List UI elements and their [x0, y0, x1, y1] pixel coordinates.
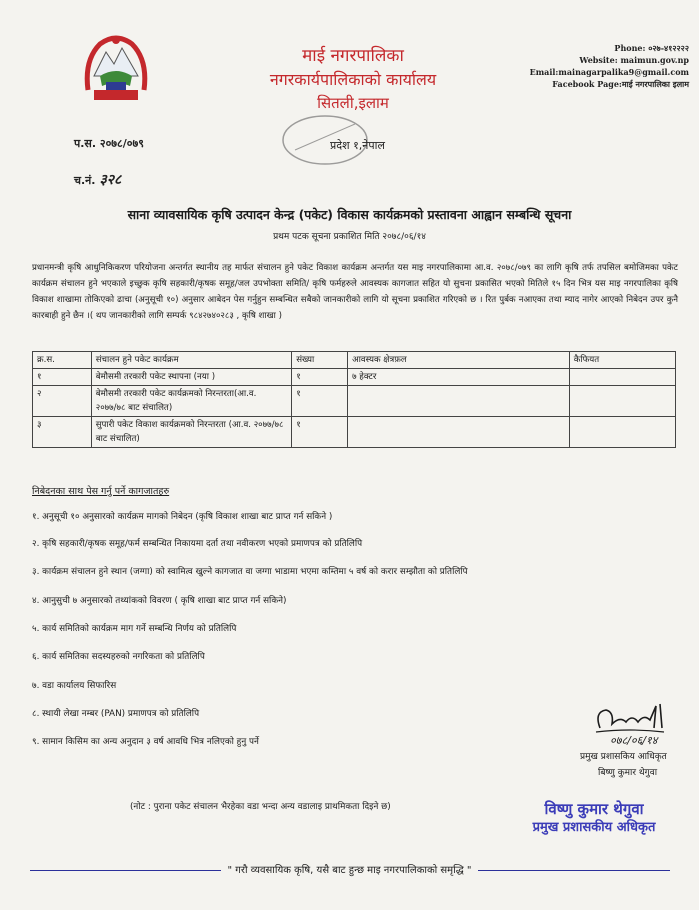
cell-count: १: [292, 386, 348, 417]
province-address: प्रदेश १,नेपाल: [330, 139, 385, 152]
document-item: ६. कार्य समितिका सदस्यहरुको नगरिकता को प्रतिलिपि: [32, 652, 205, 662]
cell-remarks: [569, 417, 675, 448]
program-table: [32, 351, 676, 448]
cell-sn: ३: [33, 417, 92, 448]
seal-post: प्रमुख प्रशासकीय अधिकृत: [532, 820, 656, 835]
cell-count: १: [292, 369, 348, 386]
cell-sn: २: [33, 386, 92, 417]
col-remarks: कैफियत: [569, 352, 675, 369]
table-header-row: [33, 352, 676, 369]
contact-block: [530, 42, 689, 90]
col-program: संचालन हुने पकेट कार्यक्रम: [91, 352, 291, 369]
office-location: सितली,इलाम: [317, 94, 389, 112]
footer-slogan: [0, 862, 699, 876]
notice-subtitle: प्रथम पटक सूचना प्रकाशित मिति २०७८/०६/१४: [273, 232, 426, 242]
table-row: [33, 417, 676, 448]
col-area: आवस्यक क्षेत्रफ़ल: [348, 352, 570, 369]
table-row: [33, 386, 676, 417]
document-item: १. अनुसूची १० अनुसारको कार्यक्रम मागको निबेदन (कृषि विकाश शाखा बाट प्राप्त गर्न सकिने ): [32, 512, 333, 522]
office-name: नगरकार्यपालिकाको कार्यालय: [269, 70, 437, 89]
org-name: माई नगरपालिका: [302, 46, 404, 66]
cell-remarks: [569, 369, 675, 386]
ref-cn-value: ३२८: [99, 172, 122, 188]
document-item: २. कृषि सहकारी/कृषक समूह/फर्म सम्बन्धित निकायमा दर्ता तथा नवीकरण भएको प्रमाणपत्र को प्रतिलिपि: [32, 539, 363, 549]
cell-area: [348, 386, 570, 417]
cell-program: सुपारी पकेट विकाश कार्यक्रमको निरन्तरता (आ.व. २०७७/७८ बाट संचालित): [91, 417, 291, 448]
notice-title: साना व्यावसायिक कृषि उत्पादन केन्द्र (पकेट) विकास कार्यक्रमको प्रस्तावना आह्वान सम्बन्धि सूचना: [127, 207, 572, 222]
officer-seal: [504, 799, 684, 837]
seal-name: विष्णु कुमार थेगुवा: [544, 800, 644, 818]
document-item: ५. कार्य समितिको कार्यक्रम माग गर्ने सम्बन्धि निर्णय को प्रतिलिपि: [32, 624, 237, 634]
col-sn: क्र.स.: [33, 352, 92, 369]
phone-text: Phone: ०२७-४१२२२२: [614, 43, 689, 53]
documents-title: निबेदनका साथ पेस गर्नु पर्ने कागजातहरु: [32, 486, 170, 497]
table-row: [33, 369, 676, 386]
cell-sn: १: [33, 369, 92, 386]
document-item: ८. स्थायी लेखा नम्बर (PAN) प्रमाणपत्र को प्रतिलिपि: [32, 709, 200, 719]
document-item: ७. वडा कार्यालय सिफारिस: [32, 681, 117, 691]
organisation-block: [248, 44, 458, 114]
ref-cn-label: च.नं.: [74, 174, 96, 187]
document-item: ४. आनुसुची ७ अनुसारको तथ्यांकको विवरण ( कृषि शाखा बाट प्राप्त गर्न सकिने): [32, 596, 287, 606]
ref-cn-number: [74, 170, 121, 189]
nepal-emblem-icon: [80, 30, 152, 108]
cell-remarks: [569, 386, 675, 417]
footer-slogan-text: " गरौ व्यवसायिक कृषि, यसै बाट हुन्छ माइ नगरपालिकाको समृद्धि ": [221, 865, 477, 876]
cell-area: ७ हेक्टर: [348, 369, 570, 386]
notice-body: प्रधानमन्त्री कृषि आधुनिकिकरण परियोजना अन्तर्गत स्थानीय तह मार्फत संचालन हुने पकेट विकाश कार्यक्रम अन्तर्गत यस माइ नगरपालिकामा आ.व. २०७८/०७९ का लागि कृषि तर्फ तपसिल बमोजिमका पकेट कार्यक्रम संचालन हुने भएकाले इच्छुक कृषि सहकारी/कृषक समूह/जल उपभोक्ता समिति/ कृषि फर्महरुले आवस्यक कागजात सहित यो सुचना प्रकासित भएको मितिले १५ दिन भित्र यस माइ नगरपालिका कृषि विकाश शाखामा तोकिएको ढाचा (अनुसूची १०) अनुसार आबेदन पेस गर्नुहुन सम्बन्धित सबैको जानकारीको लागि यो सूचना प्रकाशित गरिएको छ । रित पुर्बक नआएका तथा म्याद नागेर आएको निबेदन उपर कुनै कारबाही हुने छैन ।( थप जानकारीको लागि सम्पर्क ९८४२७४०२८३ , कृषि शाखा ): [32, 263, 678, 321]
cell-area: [348, 417, 570, 448]
document-item: ९. सामान किसिम का अन्य अनुदान ३ वर्ष आवधि भित्र नलिएको हुनु पर्ने: [32, 737, 259, 747]
facebook-link[interactable]: Facebook Page:माई नगरपालिका इलाम: [552, 79, 689, 89]
email-link[interactable]: Email:mainagarpalika9@gmail.com: [529, 67, 689, 77]
document-item: ३. कार्यक्रम संचालन हुने स्थान (जग्गा) को स्वामित्व खुल्ने कागजात वा जग्गा भाडामा भएमा कम्तिमा ५ वर्ष को करार सम्झौता को प्रतिलिपि: [32, 567, 468, 577]
priority-note: (नोट : पुराना पकेट संचालन भैरहेका वडा भन्दा अन्य वडालाइ प्राथमिकता दिइने छ): [130, 802, 391, 812]
cell-program: बेमौसमी तरकारी पकेट स्थापना (नया ): [91, 369, 291, 386]
cell-count: १: [292, 417, 348, 448]
signature-date: ०७८/०६/१४: [610, 734, 658, 747]
cell-program: बेमौसमी तरकारी पकेट कार्यक्रमको निरन्तरता(आ.व. २०७७/७८ बाट संचालित): [91, 386, 291, 417]
officer-post: प्रमुख प्रशासकिय आधिकृत: [580, 752, 667, 762]
ref-ps-number: प.स. २०७८/०७९: [74, 137, 144, 150]
officer-name: बिष्णु कुमार थेगुवा: [598, 768, 658, 778]
website-link[interactable]: Website: maimun.gov.np: [579, 55, 689, 65]
col-count: संख्या: [292, 352, 348, 369]
